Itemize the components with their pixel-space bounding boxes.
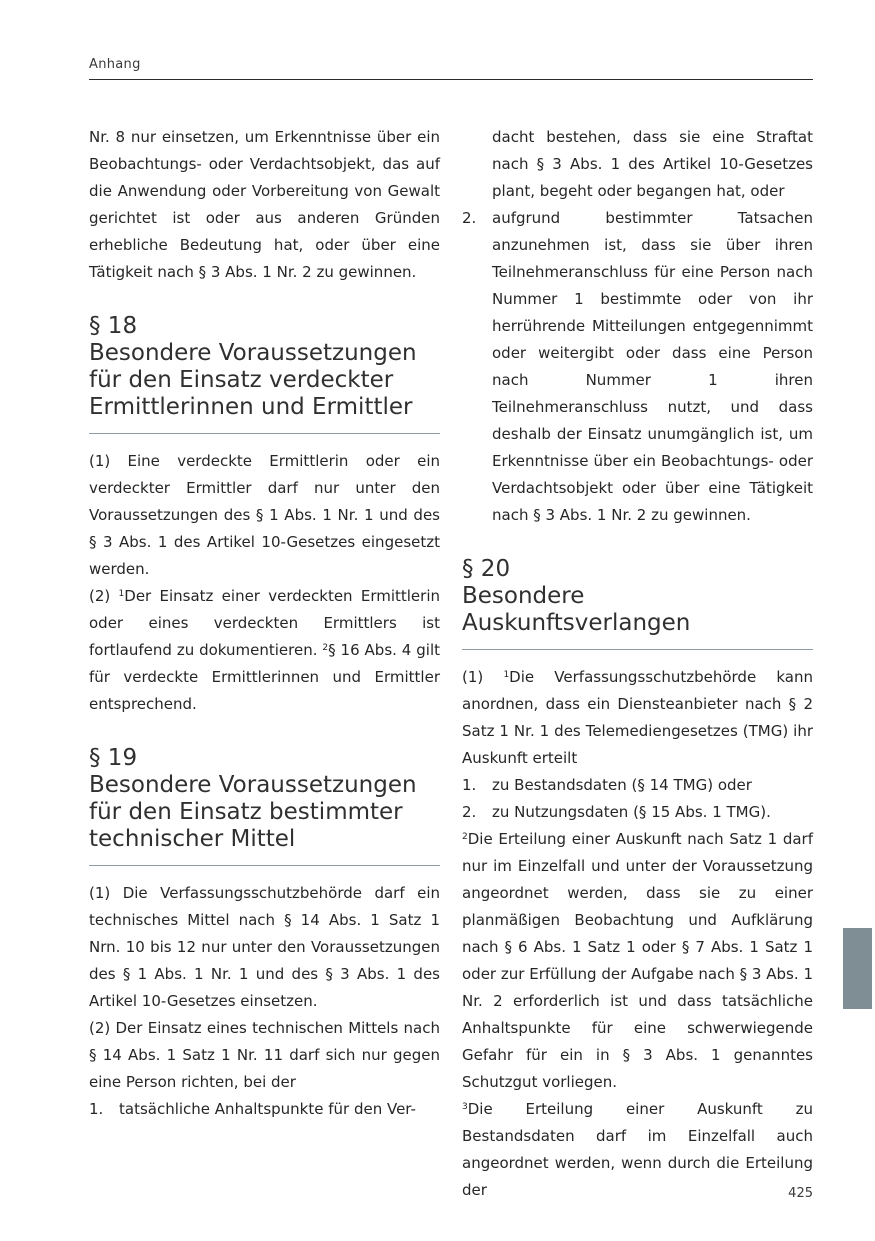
s20-item-2-number: 2. bbox=[462, 803, 477, 821]
s20-s3-text: Die Erteilung einer Auskunft zu Bestandsdaten darf im Einzelfall auch angeordnet werden, wenn durch die Erteilung der bbox=[462, 1100, 813, 1199]
s19-paragraph-1: (1) Die Verfassungsschutzbehörde darf ein technisches Mittel nach § 14 Abs. 1 Satz 1 Nrn. 10 bis 12 nur unter den Voraussetzungen des § 1 Abs. 1 Nr. 1 und des § 3 Abs. 1 des Artikel 10-Gesetzes einsetzen. bbox=[89, 884, 440, 1010]
section-20-title: Besondere Auskunftsverlangen bbox=[462, 583, 691, 636]
section-19-heading bbox=[89, 745, 440, 853]
section-18-heading bbox=[89, 313, 440, 421]
section-18-title: Besondere Voraussetzungen für den Einsatz verdeckter Ermittlerinnen und Ermittler bbox=[89, 340, 417, 420]
right-column bbox=[462, 124, 813, 1204]
s18-p2-sentence2: § 16 Abs. 4 gilt für verdeckte Ermittlerinnen und Ermittler entsprechend. bbox=[89, 641, 440, 713]
s18-paragraph-1: (1) Eine verdeckte Ermittlerin oder ein verdeckter Ermittler darf nur unter den Voraussetzungen des § 1 Abs. 1 Nr. 1 und des § 3 Abs. 1 des Artikel 10-Gesetzes eingesetzt werden. bbox=[89, 452, 440, 578]
s20-item-2-text: zu Nutzungsdaten (§ 15 Abs. 1 TMG). bbox=[492, 803, 771, 821]
s19-item-1-continuation: dacht bestehen, dass sie eine Straftat nach § 3 Abs. 1 des Artikel 10-Gesetzes plant, begeht oder begangen hat, oder bbox=[492, 128, 813, 200]
s20-s2-sup: 2 bbox=[462, 832, 468, 842]
section-19-number: § 19 bbox=[89, 745, 138, 771]
s18-p2-prefix: (2) bbox=[89, 587, 119, 605]
s19-item-1-number: 1. bbox=[89, 1100, 104, 1118]
header-rule bbox=[89, 79, 813, 80]
page-number: 425 bbox=[788, 1186, 813, 1201]
s19-list-item-2 bbox=[462, 205, 813, 529]
section-18-number: § 18 bbox=[89, 313, 138, 339]
s20-sentence-2 bbox=[462, 826, 813, 1096]
s18-p2-sup2: 2 bbox=[322, 643, 329, 653]
section-19-title: Besondere Voraussetzungen für den Einsatz bestimmter technischer Mittel bbox=[89, 772, 417, 852]
section-20-number: § 20 bbox=[462, 556, 511, 582]
left-column bbox=[89, 124, 440, 1123]
s18-p2-sup1: 1 bbox=[118, 589, 125, 599]
section-20-heading bbox=[462, 556, 813, 637]
s20-list-item-1 bbox=[462, 772, 813, 799]
s19-item-2-text: aufgrund bestimmter Tatsachen anzunehmen ist, dass sie über ihren Teilnehmeranschluss für eine Person nach Nummer 1 bestimmte oder von ihr herrührende Mitteilungen entgegennimmt oder weitergibt oder dass eine Person nach Nummer 1 ihren Teilnehmeranschluss nutzt, und dass deshalb der Einsatz unumgänglich ist, um Erkenntnisse über ein Beobachtungs- oder Verdachtsobjekt oder über eine Tätigkeit nach § 3 Abs. 1 Nr. 2 zu gewinnen. bbox=[492, 209, 813, 524]
s18-paragraph-2 bbox=[89, 583, 440, 718]
s19-paragraph-2: (2) Der Einsatz eines technischen Mittels nach § 14 Abs. 1 Satz 1 Nr. 11 darf sich nur gegen eine Person richten, bei der bbox=[89, 1019, 440, 1091]
s20-p1-prefix: (1) bbox=[462, 668, 504, 686]
s19-item-1-text: tatsächliche Anhaltspunkte für den Ver- bbox=[119, 1100, 416, 1118]
intro-paragraph: Nr. 8 nur einsetzen, um Erkenntnisse über ein Beobachtungs- oder Verdachtsobjekt, das auf die Anwendung oder Vorbereitung von Gewalt gerichtet ist oder aus anderen Gründen erhebliche Bedeutung hat, oder über eine Tätigkeit nach § 3 Abs. 1 Nr. 2 zu gewinnen. bbox=[89, 128, 440, 281]
s20-item-1-text: zu Bestandsdaten (§ 14 TMG) oder bbox=[492, 776, 752, 794]
s20-s3-sup: 3 bbox=[462, 1102, 468, 1112]
s20-list-item-2 bbox=[462, 799, 813, 826]
s20-p1-sup: 1 bbox=[503, 670, 510, 680]
running-header: Anhang bbox=[89, 57, 141, 72]
chapter-side-tab bbox=[843, 928, 872, 1009]
s20-paragraph-1 bbox=[462, 664, 813, 772]
s20-sentence-3 bbox=[462, 1096, 813, 1204]
s20-s2-text: Die Erteilung einer Auskunft nach Satz 1 darf nur im Einzelfall und unter der Voraussetzung angeordnet werden, dass sie zu einer planmäßigen Beobachtung und Aufklärung nach § 6 Abs. 1 Satz 1 oder § 7 Abs. 1 Satz 1 oder zur Erfüllung der Aufgabe nach § 3 Abs. 1 Nr. 2 erforderlich ist und dass tatsächliche Anhaltspunkte für eine schwerwiegende Gefahr für ein in § 3 Abs. 1 genanntes Schutzgut vorliegen. bbox=[462, 830, 813, 1091]
s19-list-item-1 bbox=[89, 1096, 440, 1123]
s19-item-2-number: 2. bbox=[462, 209, 477, 227]
s20-p1-text: Die Verfassungsschutzbehörde kann anordnen, dass ein Diensteanbieter nach § 2 Satz 1 Nr. 1 des Telemediengesetzes (TMG) ihr Auskunft erteilt bbox=[462, 668, 813, 767]
s18-p2-sentence1: Der Einsatz einer verdeckten Ermittlerin oder eines verdeckten Ermittlers ist fortlaufend zu dokumentieren. bbox=[89, 587, 441, 659]
s20-item-1-number: 1. bbox=[462, 776, 477, 794]
